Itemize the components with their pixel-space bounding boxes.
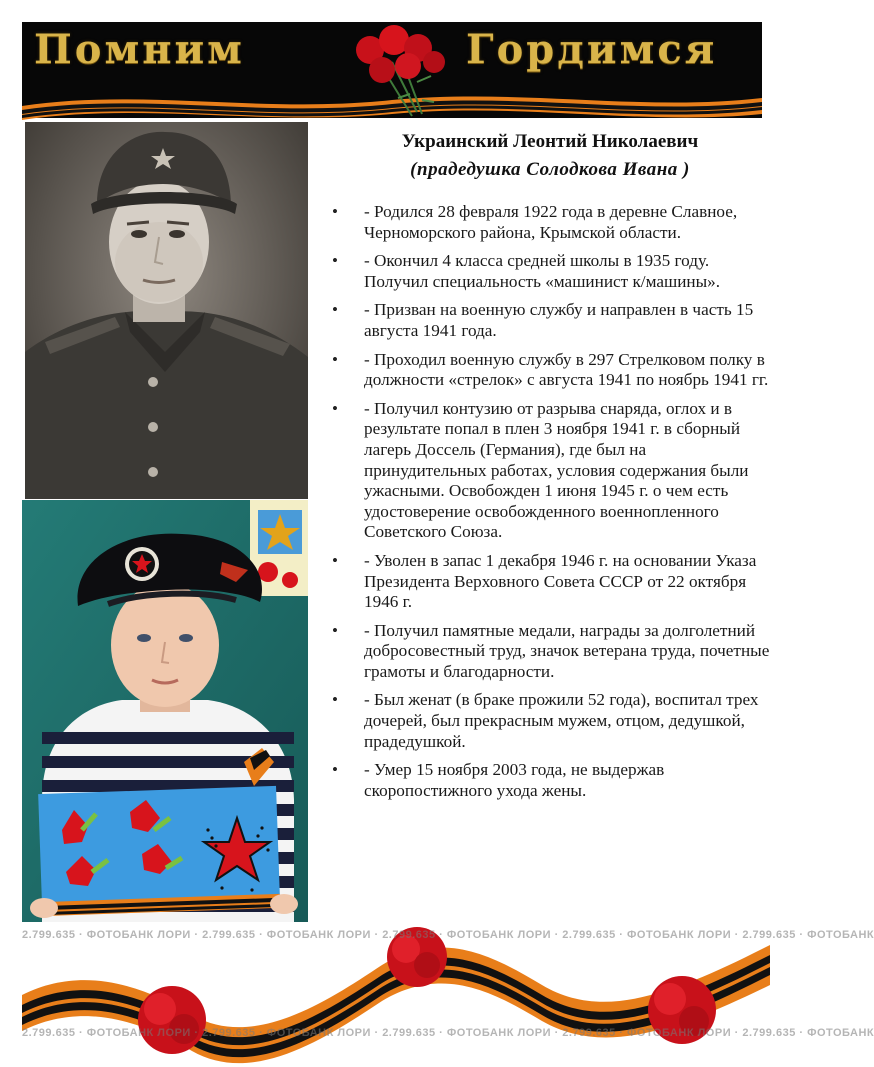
carnation-bouquet-icon: [322, 22, 472, 118]
handmade-card: [38, 786, 280, 916]
fact-conscription: • - Призван на военную службу и направлен в часть 15 августа 1941 года.: [330, 300, 770, 341]
soldier-portrait-image: [25, 122, 308, 499]
fact-education: • - Окончил 4 класса средней школы в 1935 году. Получил специальность «машинист к/машины».: [330, 251, 770, 292]
carnation-left-icon: [138, 986, 206, 1054]
person-relation: (прадедушка Солодкова Ивана ): [410, 159, 690, 180]
biography-facts-list: [330, 202, 770, 801]
banner-right-word: Гордимся: [466, 26, 718, 73]
child-portrait-image: [22, 500, 308, 922]
fact-awards: • - Получил памятные медали, награды за долголетний добросовестный труд, значок ветерана труда, почетные грамоты и благодарности.: [330, 621, 770, 683]
stock-watermark-bottom: 2.799.635 · ФОТОБАНК ЛОРИ · 2.799.635 · ФОТОБАНК ЛОРИ · 2.799.635 · ФОТОБАНК ЛОРИ · 2.799.635 · ФОТОБАНК ЛОРИ · 2.799.635 · ФОТОБАНК: [22, 1027, 874, 1039]
soldier-portrait-photo: [25, 122, 308, 499]
biography-panel: [330, 130, 770, 809]
fact-birth: • - Родился 28 февраля 1922 года в деревне Славное, Черноморского района, Крымской области.: [330, 202, 770, 243]
person-name: Украинский Леонтий Николаевич: [401, 131, 699, 152]
great-grandson-photo: [22, 500, 308, 922]
stock-watermark-top: 2.799.635 · ФОТОБАНК ЛОРИ · 2.799.635 · ФОТОБАНК ЛОРИ · 2.799.635 · ФОТОБАНК ЛОРИ · 2.799.635 · ФОТОБАНК ЛОРИ · 2.799.635 · ФОТОБАНК: [22, 929, 874, 941]
fact-captivity: • - Получил контузию от разрыва снаряда, оглох и в результате попал в плен 3 ноября 1941 г. в сборный лагерь Доссель (Германия), где был на принудительных работах, условия содержания были ужасными. Освобожден 1 июня 1945 г. о чем есть удостоверение освобожденного военнопленного Советского Союза.: [330, 399, 770, 543]
fact-death: • - Умер 15 ноября 2003 года, не выдержав скоропостижного ухода жены.: [330, 760, 770, 801]
banner-left-word: Помним: [34, 26, 245, 73]
fact-service: • - Проходил военную службу в 297 Стрелковом полку в должности «стрелок» с августа 1941 по ноябрь 1941 гг.: [330, 350, 770, 391]
ribbon-carnations-decoration: [22, 925, 874, 1067]
header-banner: [22, 22, 762, 118]
fact-family: • - Был женат (в браке прожили 52 года), воспитал трех дочерей, был прекрасным мужем, отцом, дедушкой, прадедушкой.: [330, 690, 770, 752]
fact-discharge: • - Уволен в запас 1 декабря 1946 г. на основании Указа Президента Верховного Совета СССР от 22 октября 1946 г.: [330, 551, 770, 613]
